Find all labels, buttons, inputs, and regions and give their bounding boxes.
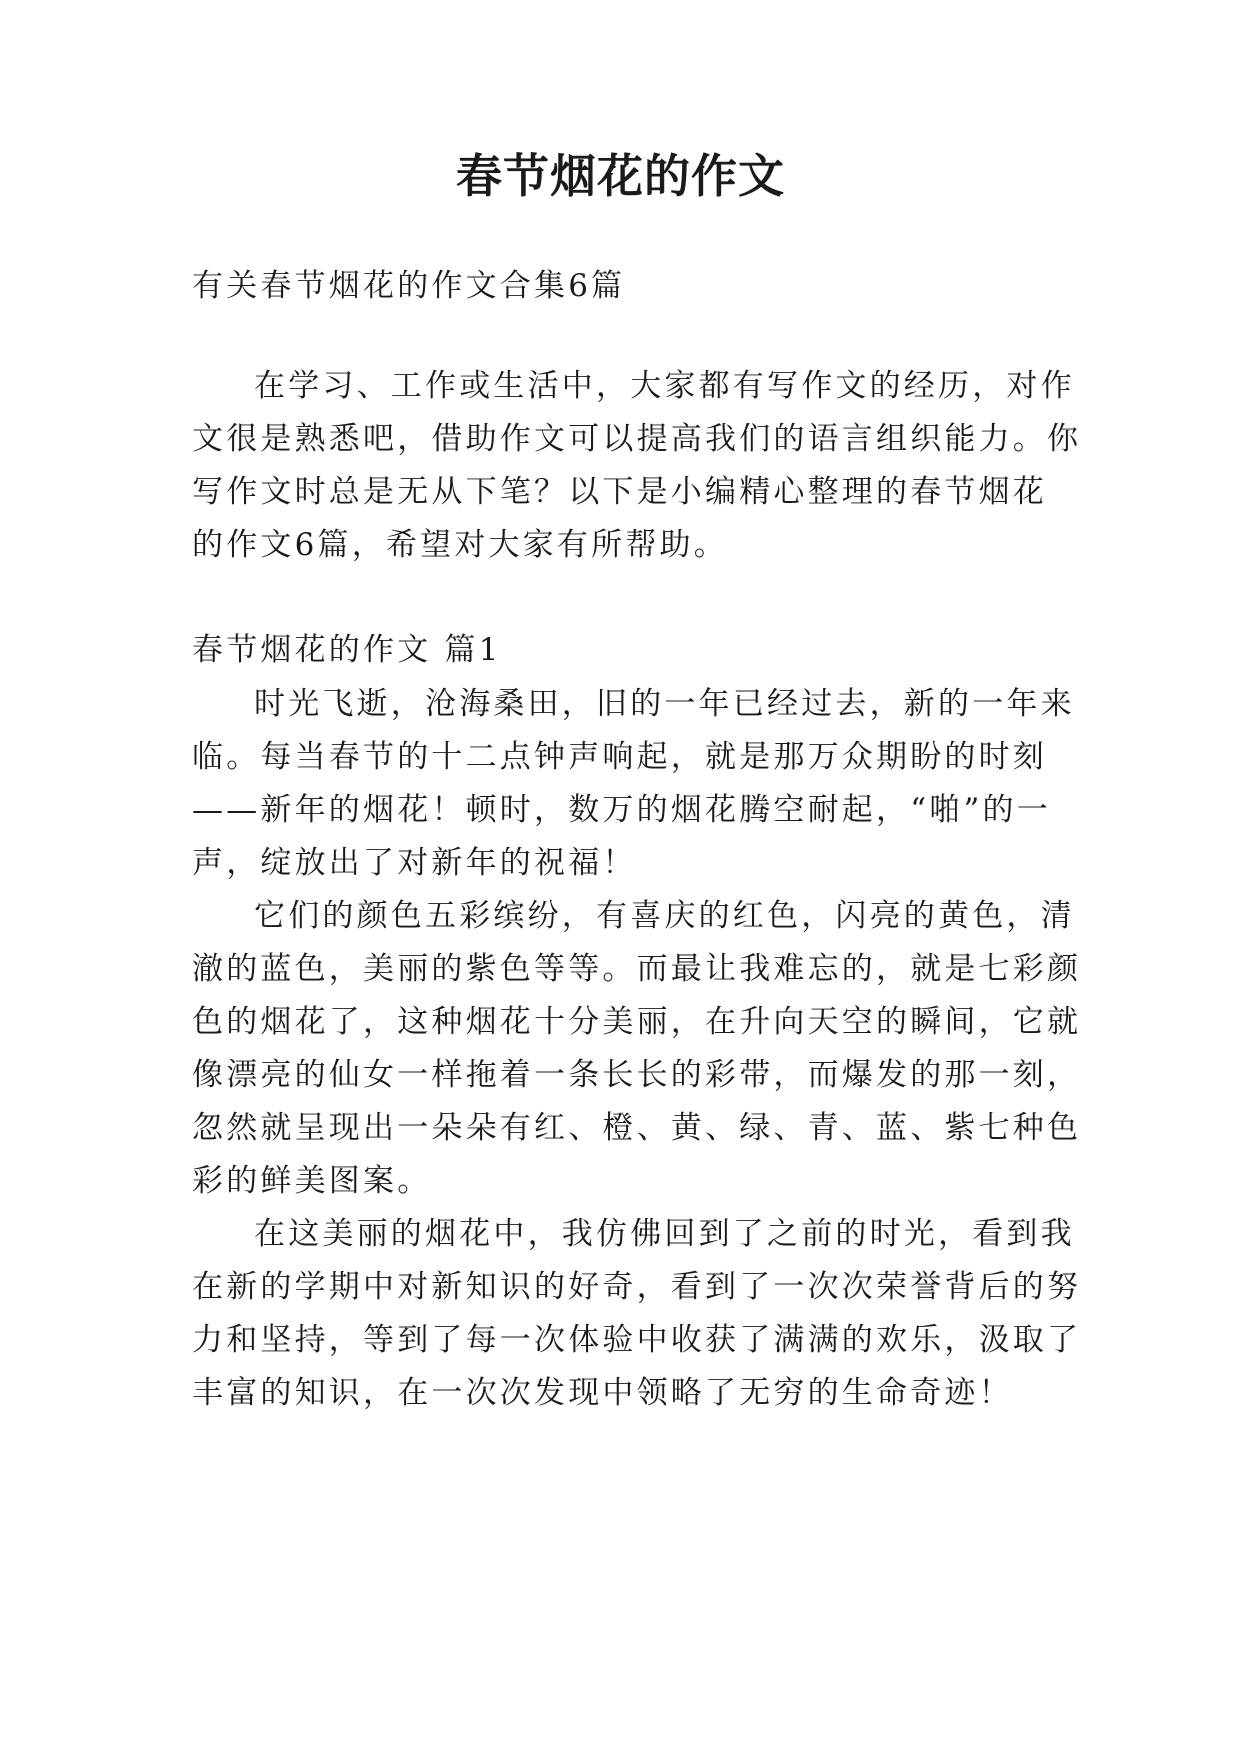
document-title: 春节烟花的作文 xyxy=(456,149,785,203)
section-heading: 春节烟花的作文 篇1 xyxy=(192,632,502,668)
intro-line: 的作文6篇，希望对大家有所帮助。 xyxy=(192,527,728,563)
intro-line: 写作文时总是无从下笔？以下是小编精心整理的春节烟花 xyxy=(192,474,1047,510)
paragraph-line: 时光飞逝，沧海桑田，旧的一年已经过去，新的一年来 xyxy=(254,686,1075,722)
paragraph-line: 丰富的知识，在一次次发现中领略了无穷的生命奇迹！ xyxy=(192,1375,1013,1411)
intro-line: 文很是熟悉吧，借助作文可以提高我们的语言组织能力。你 xyxy=(192,421,1082,457)
document-subtitle: 有关春节烟花的作文合集6篇 xyxy=(192,268,626,304)
paragraph-line: 忽然就呈现出一朵朵有红、橙、黄、绿、青、蓝、紫七种色 xyxy=(192,1110,1082,1146)
paragraph-line: 在这美丽的烟花中，我仿佛回到了之前的时光，看到我 xyxy=(254,1216,1075,1252)
paragraph-line: 力和坚持，等到了每一次体验中收获了满满的欢乐，汲取了 xyxy=(192,1322,1082,1358)
paragraph-line: ——新年的烟花！顿时，数万的烟花腾空耐起，“啪”的一 xyxy=(192,792,1051,828)
paragraph-line: 临。每当春节的十二点钟声响起，就是那万众期盼的时刻 xyxy=(192,739,1047,775)
paragraph-line: 彩的鲜美图案。 xyxy=(192,1163,432,1199)
paragraph-line: 色的烟花了，这种烟花十分美丽，在升向天空的瞬间，它就 xyxy=(192,1004,1082,1040)
intro-line: 在学习、工作或生活中，大家都有写作文的经历，对作 xyxy=(254,368,1075,404)
paragraph-line: 声，绽放出了对新年的祝福！ xyxy=(192,845,637,881)
paragraph-line: 它们的颜色五彩缤纷，有喜庆的红色，闪亮的黄色，清 xyxy=(254,898,1075,934)
paragraph-line: 在新的学期中对新知识的好奇，看到了一次次荣誉背后的努 xyxy=(192,1269,1082,1305)
paragraph-line: 澈的蓝色，美丽的紫色等等。而最让我难忘的，就是七彩颜 xyxy=(192,951,1082,987)
paragraph-line: 像漂亮的仙女一样拖着一条长长的彩带，而爆发的那一刻， xyxy=(192,1057,1082,1093)
